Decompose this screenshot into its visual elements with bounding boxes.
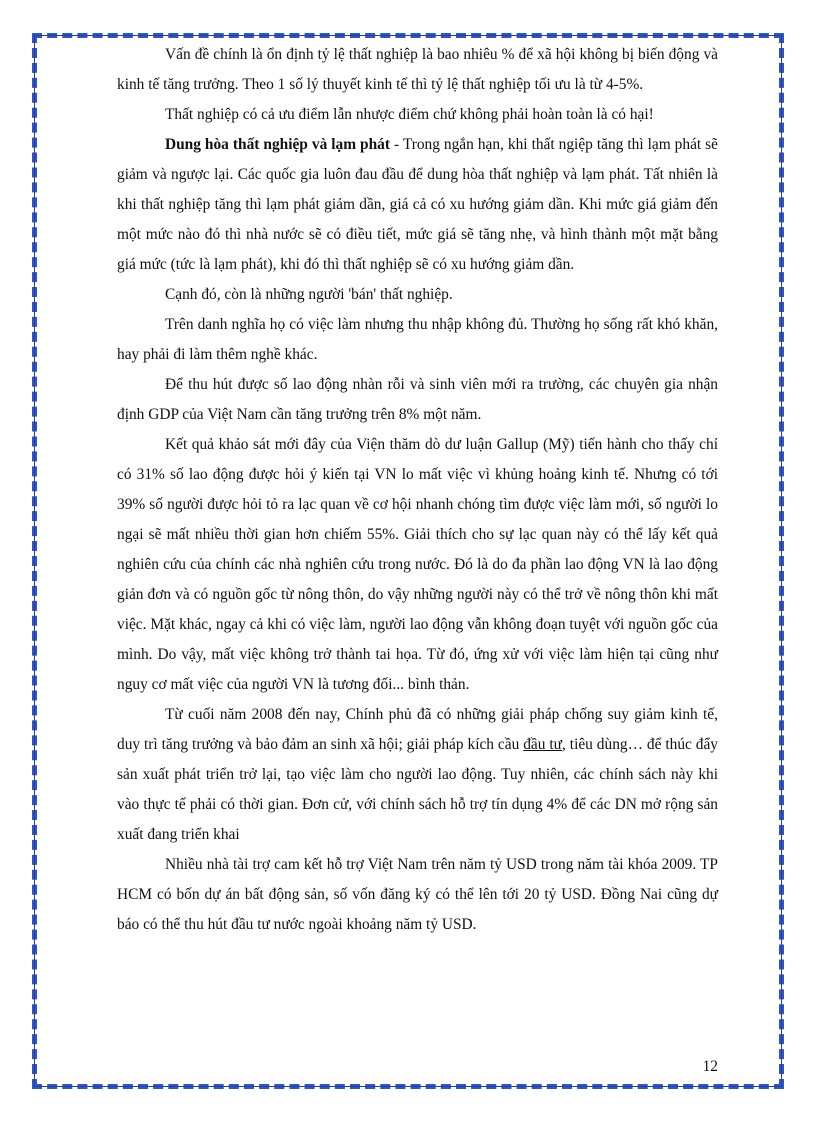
paragraph-1: Vấn đề chính là ổn định tỷ lệ thất nghiệp là bao nhiêu % để xã hội không bị biến động và kinh tế tăng trưởng. Theo 1 số lý thuyết kinh tế thì tỷ lệ thất nghiệp tối ưu là từ 4-5%.: [117, 46, 718, 93]
page-number: 12: [702, 1058, 718, 1075]
paragraph-9: Nhiều nhà tài trợ cam kết hỗ trợ Việt Nam trên năm tỷ USD trong năm tài khóa 2009. TP HCM có bốn dự án bất động sản, số vốn đăng ký có thể lên tới 20 tỷ USD. Đồng Nai cũng dự báo có thể thu hút đầu tư nước ngoài khoảng năm tỷ USD.: [117, 856, 718, 933]
paragraph-3: [117, 130, 718, 280]
paragraph-3-text: - Trong ngắn hạn, khi thất ngiệp tăng thì lạm phát sẽ giảm và ngược lại. Các quốc gia luôn đau đầu để dung hòa thất nghiệp và lạm phát. Tất nhiên là khi thất nghiệp tăng thì lạm phát giảm dần, giá cả có xu hướng giảm dần. Khi mức giá giảm đến một mức nào đó thì nhà nước sẽ có điều tiết, mức giá sẽ tăng nhẹ, và hình thành một mặt bằng giá mức (tức là lạm phát), khi đó thì thất nghiệp sẽ có xu hướng giảm dần.: [117, 136, 718, 273]
paragraph-2: Thất nghiệp có cả ưu điểm lẫn nhược điểm chứ không phải hoàn toàn là có hại!: [165, 106, 654, 123]
paragraph-7: Kết quả khảo sát mới đây của Viện thăm dò dư luận Gallup (Mỹ) tiến hành cho thấy chỉ có 31% số lao động được hỏi ý kiến tại VN lo mất việc vì khủng hoảng kinh tế. Nhưng có tới 39% số người được hỏi tỏ ra lạc quan về cơ hội nhanh chóng tìm được việc làm mới, số người lo ngại sẽ mất nhiều thời gian hơn chiếm 55%. Giải thích cho sự lạc quan này có thể lấy kết quả nghiên cứu của chính các nhà nghiên cứu trong nước. Đó là do đa phần lao động VN là lao động giản đơn và có nguồn gốc từ nông thôn, do vậy những người này có thể trở về nông thôn khi mất việc. Mặt khác, ngay cả khi có việc làm, người lao động vẫn không đoạn tuyệt với nguồn gốc của mình. Do vậy, mất việc không trở thành tai họa. Từ đó, ứng xử với việc làm hiện tại cũng như nguy cơ mất việc của người VN là tương đối... bình thản.: [117, 436, 718, 693]
paragraph-6: Để thu hút được số lao động nhàn rỗi và sinh viên mới ra trường, các chuyên gia nhận định GDP của Việt Nam cần tăng trưởng trên 8% một năm.: [117, 376, 718, 423]
underlined-term: đầu tư: [523, 736, 563, 753]
paragraph-5: Trên danh nghĩa họ có việc làm nhưng thu nhập không đủ. Thường họ sống rất khó khăn, hay phải đi làm thêm nghề khác.: [117, 316, 718, 363]
paragraph-8-text-end: , tiêu dùng… để thúc đẩy sản xuất phát triển trở lại, tạo việc làm cho người lao động. Tuy nhiên, các chính sách này khi vào thực tế phải có thời gian. Đơn cử, với chính sách hỗ trợ tín dụng 4% để các DN mở rộng sản xuất đang triển khai: [117, 736, 719, 843]
paragraph-8-text-start: Từ cuối năm 2008 đến nay, Chính phủ đã có những giải pháp chống suy giảm kinh tế, duy trì tăng trưởng và bảo đảm an sinh xã hội; giải pháp kích cầu: [117, 706, 718, 753]
document-body: [117, 40, 718, 940]
paragraph-8: [117, 700, 718, 850]
paragraph-4: Cạnh đó, còn là những người 'bán' thất nghiệp.: [165, 286, 453, 303]
section-heading: Dung hòa thất nghiệp và lạm phát: [165, 136, 390, 153]
